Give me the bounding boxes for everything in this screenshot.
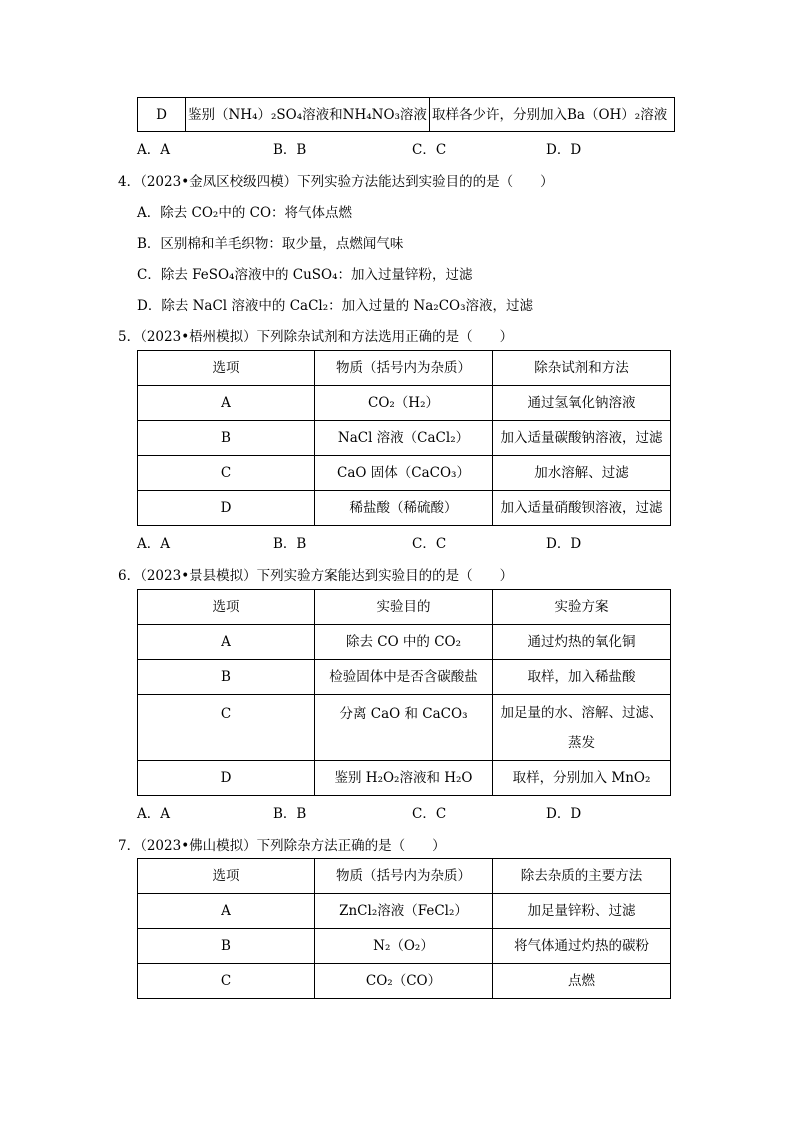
- q5-answer-options: [137, 532, 697, 552]
- table-row: [138, 894, 671, 929]
- table-row: [138, 660, 671, 695]
- answer-option-c[interactable]: C．C: [412, 806, 447, 822]
- table-row: [138, 421, 671, 456]
- answer-option-d[interactable]: D．D: [546, 536, 582, 552]
- column-header: 选项: [138, 351, 315, 386]
- table-cell: A: [138, 625, 315, 660]
- answer-option-b[interactable]: B．B: [273, 806, 307, 822]
- table-cell: 除去 CO 中的 CO₂: [315, 625, 493, 660]
- q5-table: [137, 350, 671, 526]
- table-header-row: [138, 859, 671, 894]
- table-cell: A: [138, 894, 315, 929]
- answer-option-b[interactable]: B．B: [273, 142, 307, 158]
- answer-option-d[interactable]: D．D: [546, 806, 582, 822]
- table-cell: C: [138, 695, 315, 761]
- table-cell: 将气体通过灼热的碳粉: [493, 929, 671, 964]
- table-cell: D: [138, 761, 315, 796]
- table-cell: 加入适量硝酸钡溶液，过滤: [493, 491, 671, 526]
- q3-table-fragment: [137, 97, 675, 132]
- table-header-row: [138, 351, 671, 386]
- table-cell: C: [138, 456, 315, 491]
- table-cell: D: [138, 491, 315, 526]
- q7-table: [137, 858, 671, 999]
- q6-answer-options: [137, 802, 697, 822]
- q6-stem: 6．（2023•景县模拟）下列实验方案能达到实验目的的是（ ）: [118, 568, 514, 584]
- table-cell: 鉴别 H₂O₂溶液和 H₂O: [315, 761, 493, 796]
- column-header: 物质（括号内为杂质）: [315, 859, 493, 894]
- table-cell: N₂（O₂）: [315, 929, 493, 964]
- table-cell: 取样，加入稀盐酸: [493, 660, 671, 695]
- table-cell: CO₂（CO）: [315, 964, 493, 999]
- table-cell: 通过灼热的氧化铜: [493, 625, 671, 660]
- table-cell: 取样，分别加入 MnO₂: [493, 761, 671, 796]
- column-header: 选项: [138, 590, 315, 625]
- table-header-row: [138, 590, 671, 625]
- table-cell: A: [138, 386, 315, 421]
- q5-stem: 5．（2023•梧州模拟）下列除杂试剂和方法选用正确的是（ ）: [118, 329, 514, 345]
- table-row: [138, 695, 671, 761]
- q4-choice-d[interactable]: D．除去 NaCl 溶液中的 CaCl₂：加入过量的 Na₂CO₃溶液，过滤: [137, 298, 534, 314]
- table-cell: CO₂（H₂）: [315, 386, 493, 421]
- column-header: 物质（括号内为杂质）: [315, 351, 493, 386]
- column-header: 除去杂质的主要方法: [493, 859, 671, 894]
- q3-answer-options: [137, 138, 697, 158]
- answer-option-a[interactable]: A．A: [137, 142, 170, 158]
- table-row: [138, 386, 671, 421]
- table-row: [138, 491, 671, 526]
- table-cell-option: D: [138, 98, 186, 132]
- answer-option-a[interactable]: A．A: [137, 536, 170, 552]
- q6-table: [137, 589, 671, 796]
- q4-choice-b[interactable]: B．区别棉和羊毛织物：取少量，点燃闻气味: [137, 236, 404, 252]
- table-row: [138, 761, 671, 796]
- table-cell: ZnCl₂溶液（FeCl₂）: [315, 894, 493, 929]
- table-row: [138, 964, 671, 999]
- table-cell: B: [138, 660, 315, 695]
- q4-choice-a[interactable]: A．除去 CO₂中的 CO：将气体点燃: [137, 205, 353, 221]
- table-cell: C: [138, 964, 315, 999]
- table-row: [138, 456, 671, 491]
- table-cell: 加水溶解、过滤: [493, 456, 671, 491]
- table-row: [138, 929, 671, 964]
- table-cell: 点燃: [493, 964, 671, 999]
- table-cell: 检验固体中是否含碳酸盐: [315, 660, 493, 695]
- column-header: 实验方案: [493, 590, 671, 625]
- answer-option-c[interactable]: C．C: [412, 142, 447, 158]
- table-cell: 加足量锌粉、过滤: [493, 894, 671, 929]
- table-cell: 稀盐酸（稀硫酸）: [315, 491, 493, 526]
- q7-stem: 7．（2023•佛山模拟）下列除杂方法正确的是（ ）: [118, 838, 446, 854]
- table-cell: 通过氢氧化钠溶液: [493, 386, 671, 421]
- table-cell-method: 取样各少许，分别加入Ba（OH）₂溶液: [430, 98, 675, 132]
- table-row: [138, 98, 675, 132]
- answer-option-b[interactable]: B．B: [273, 536, 307, 552]
- table-cell: CaO 固体（CaCO₃）: [315, 456, 493, 491]
- table-cell: B: [138, 421, 315, 456]
- answer-option-d[interactable]: D．D: [546, 142, 582, 158]
- answer-option-c[interactable]: C．C: [412, 536, 447, 552]
- column-header: 除杂试剂和方法: [493, 351, 671, 386]
- q4-choice-c[interactable]: C．除去 FeSO₄溶液中的 CuSO₄：加入过量锌粉，过滤: [137, 267, 473, 283]
- q4-stem: 4．（2023•金凤区校级四模）下列实验方法能达到实验目的的是（ ）: [118, 174, 554, 190]
- table-cell-substance: 鉴别（NH₄）₂SO₄溶液和NH₄NO₃溶液: [186, 98, 430, 132]
- table-cell: 加入适量碳酸钠溶液，过滤: [493, 421, 671, 456]
- column-header: 实验目的: [315, 590, 493, 625]
- column-header: 选项: [138, 859, 315, 894]
- table-cell: B: [138, 929, 315, 964]
- table-cell: NaCl 溶液（CaCl₂）: [315, 421, 493, 456]
- table-row: [138, 625, 671, 660]
- table-cell: 分离 CaO 和 CaCO₃: [315, 695, 493, 761]
- table-cell: 加足量的水、溶解、过滤、 蒸发: [493, 695, 671, 761]
- answer-option-a[interactable]: A．A: [137, 806, 170, 822]
